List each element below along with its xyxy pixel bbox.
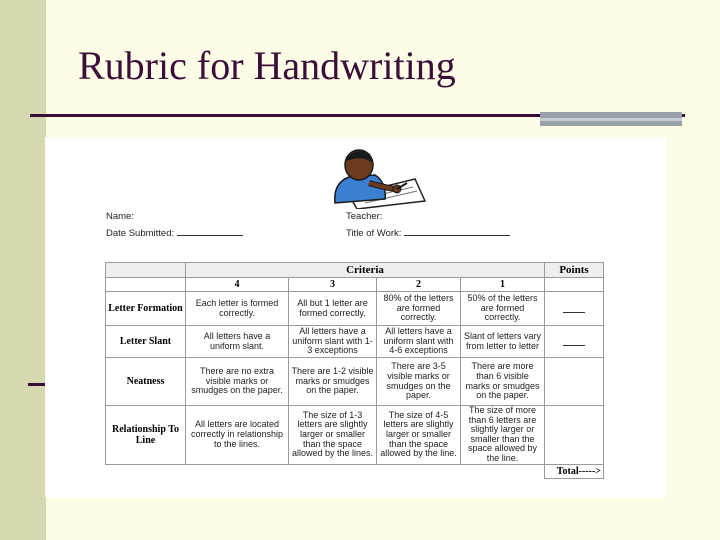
title-accent-highlight [540, 118, 682, 121]
level-2-header: 2 [377, 278, 461, 292]
total-label: Total-----> [545, 464, 604, 478]
rubric-cell: The size of more than 6 letters are slightly larger or smaller than the space allowed by the line. [461, 406, 545, 465]
rubric-levels-row [106, 278, 604, 292]
name-field: Name: [106, 211, 134, 222]
rubric-header-row [106, 263, 604, 278]
rubric-cell: Each letter is formed correctly. [186, 292, 289, 326]
date-submitted-field: Date Submitted: [106, 227, 243, 239]
document-header-fields [106, 211, 526, 241]
rubric-cell: 80% of the letters are formed correctly. [377, 292, 461, 326]
rubric-cell: All letters have a uniform slant with 1-3 exceptions [289, 326, 377, 358]
category-neatness: Neatness [106, 358, 186, 406]
student-writing-icon [315, 143, 435, 209]
level-4-header: 4 [186, 278, 289, 292]
category-letter-formation: Letter Formation [106, 292, 186, 326]
rubric-cell: There are more than 6 visible marks or smudges on the paper. [461, 358, 545, 406]
side-marker [28, 383, 46, 386]
points-blank [545, 326, 604, 358]
teacher-field: Teacher: [346, 211, 383, 222]
points-blank [545, 292, 604, 326]
level-3-header: 3 [289, 278, 377, 292]
rubric-cell: All letters are located correctly in relationship to the lines. [186, 406, 289, 465]
table-row [106, 326, 604, 358]
title-of-work-line [404, 227, 510, 236]
table-row [106, 292, 604, 326]
table-row [106, 358, 604, 406]
rubric-cell: There are no extra visible marks or smudges on the paper. [186, 358, 289, 406]
rubric-cell: 50% of the letters are formed correctly. [461, 292, 545, 326]
table-row [106, 406, 604, 465]
slide-title: Rubric for Handwriting [78, 43, 456, 88]
rubric-cell: All letters have a uniform slant with 4-6 exceptions [377, 326, 461, 358]
title-of-work-field: Title of Work: [346, 227, 510, 239]
rubric-document [45, 137, 665, 497]
rubric-cell: There are 1-2 visible marks or smudges on the paper. [289, 358, 377, 406]
date-submitted-line [177, 227, 243, 236]
rubric-cell: There are 3-5 visible marks or smudges on the paper. [377, 358, 461, 406]
rubric-cell: All but 1 letter are formed correctly. [289, 292, 377, 326]
slide-left-band [0, 0, 46, 540]
level-1-header: 1 [461, 278, 545, 292]
rubric-cell: The size of 4-5 letters are slightly larger or smaller than the space allowed by the line. [377, 406, 461, 465]
category-letter-slant: Letter Slant [106, 326, 186, 358]
rubric-table [105, 262, 604, 479]
points-header: Points [545, 263, 604, 278]
rubric-cell: The size of 1-3 letters are slightly larger or smaller than the space allowed by the lines. [289, 406, 377, 465]
rubric-cell: Slant of letters vary from letter to letter [461, 326, 545, 358]
rubric-cell: All letters have a uniform slant. [186, 326, 289, 358]
rubric-corner-cell [106, 263, 186, 278]
criteria-header: Criteria [186, 263, 545, 278]
rubric-total-row [106, 464, 604, 478]
category-relationship-to-line: Relationship To Line [106, 406, 186, 465]
